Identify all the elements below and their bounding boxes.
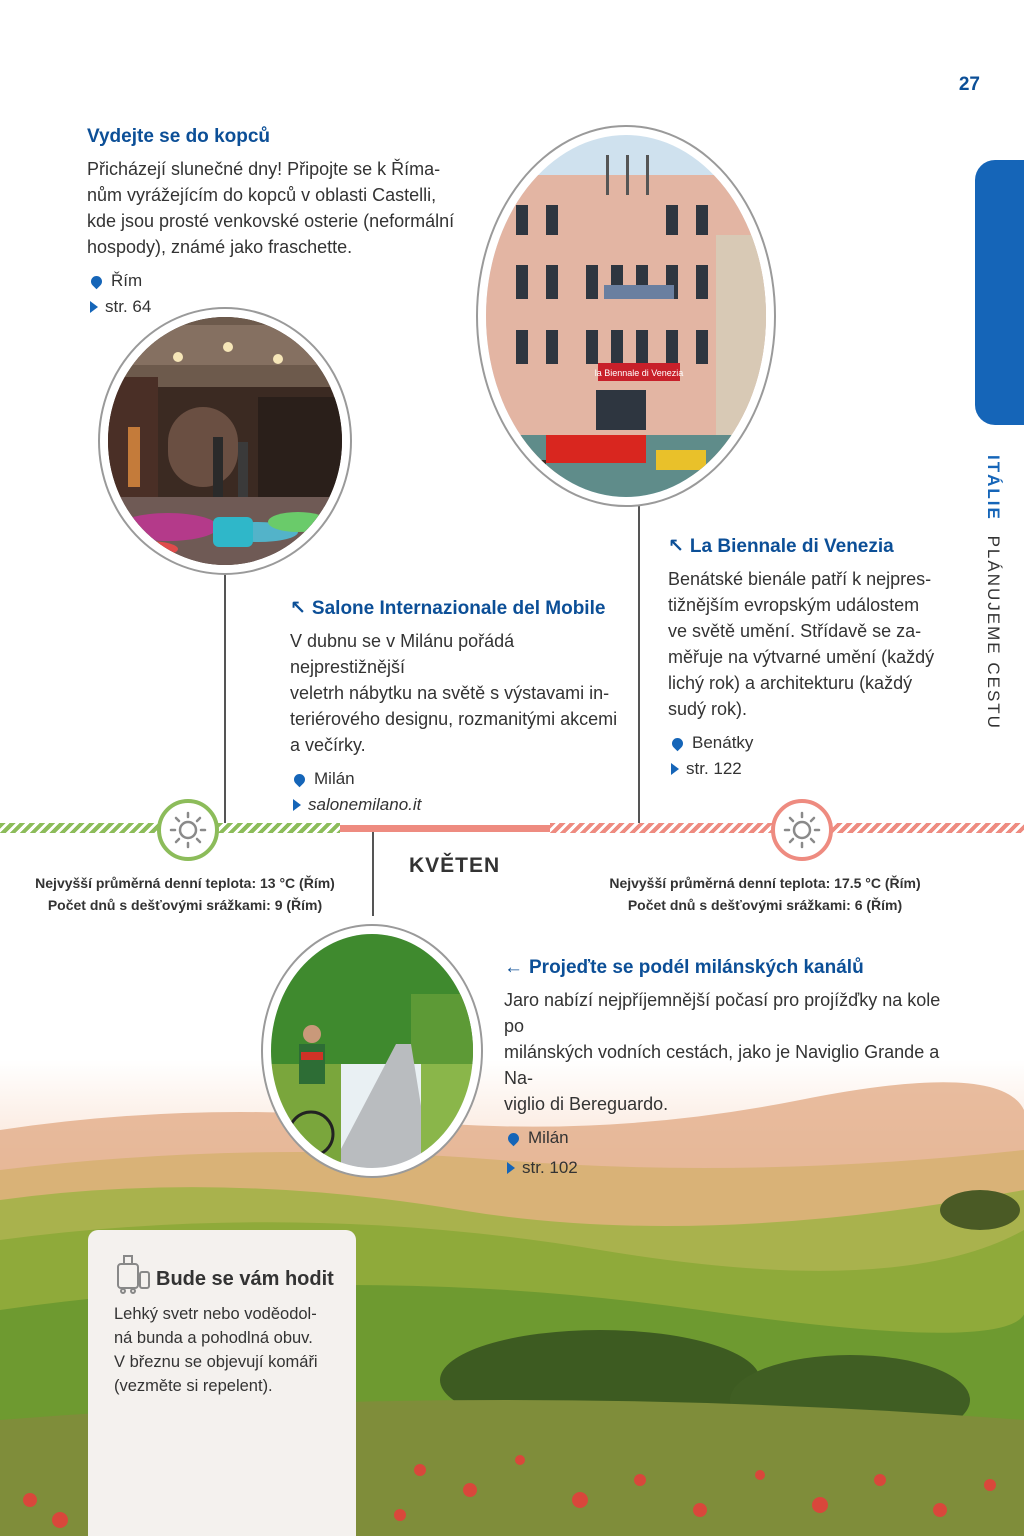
page-ref-icon [507, 1162, 515, 1174]
biennale-page-ref[interactable]: str. 122 [686, 759, 742, 778]
arrow-left-icon: ← [504, 957, 523, 978]
april-temperature: Nejvyšší průměrná denní teplota: 13 °C (Řím) [35, 875, 335, 891]
salone-entry [290, 598, 630, 818]
april-rain-days: Počet dnů s dešťovými srážkami: 9 (Řím) [47, 897, 323, 913]
may-temperature: Nejvyšší průměrná denní teplota: 17.5 °C (Řím) [609, 875, 921, 891]
may-weather [600, 872, 930, 916]
biennale-location: Benátky [692, 733, 754, 752]
sun-icon-may [771, 799, 833, 861]
chapter-tab [975, 160, 1024, 425]
page-ref-icon [293, 799, 301, 811]
canals-title: ← Projeďte se podél milánských kanálů [504, 957, 864, 978]
furniture-fair-image [108, 317, 342, 565]
salone-photo [98, 307, 352, 575]
hills-location: Řím [111, 271, 143, 290]
chapter-label [973, 455, 1003, 755]
venice-palace-image [486, 135, 766, 497]
hills-entry [87, 126, 467, 320]
page-ref-icon [90, 301, 98, 313]
april-weather [20, 872, 350, 916]
tip-title: Bude se vám hodit [156, 1268, 334, 1290]
may-rain-days: Počet dnů s dešťovými srážkami: 6 (Řím) [627, 897, 903, 913]
biennale-sign: la Biennale di Venezia [594, 368, 684, 378]
page-number: 27 [958, 74, 980, 95]
biennale-entry [668, 536, 948, 782]
biennale-connector [638, 500, 640, 826]
chapter-country: ITÁLIE [984, 455, 1003, 521]
canals-text: Jaro nabízí nejpříjemnější počasí pro projížďky na kole po milánských vodních cestách, jako je Naviglio Grande a Na- viglio di Bereguardo. [504, 990, 941, 1114]
cyclist-photo [261, 924, 483, 1178]
hills-title: Vydejte se do kopců [87, 126, 271, 147]
hills-text: Přicházejí slunečné dny! Připojte se k Říma- nům vyrážejícím do kopců v oblasti Castelli, kde jsou prosté venkovské osterie (neformální hospody), známé jako fraschette. [87, 159, 455, 257]
location-pin-icon [89, 273, 105, 289]
biennale-title: ↖ La Biennale di Venezia [668, 536, 894, 557]
canals-page-ref[interactable]: str. 102 [522, 1158, 578, 1177]
luggage-icon [114, 1250, 152, 1294]
biennale-text: Benátské bienále patří k nejpres- tižnějším evropským událostem ve světě umění. Střídavě se za- měřuje na výtvarné umění (každý lichý rok) a architekturu (každý sudý rok). [668, 569, 935, 719]
arrow-up-left-icon: ↖ [290, 598, 306, 619]
salone-connector [224, 570, 226, 826]
tip-text: Lehký svetr nebo voděodol- ná bunda a pohodlná obuv. V březnu se objevují komáři (vezměte si repelent). [114, 1305, 318, 1395]
cyclist-image [271, 934, 473, 1168]
location-pin-icon [292, 771, 308, 787]
month-label: KVĚTEN [409, 854, 501, 877]
canals-location: Milán [528, 1128, 569, 1147]
chapter-section: PLÁNUJEME CESTU [984, 535, 1003, 730]
packing-tip-box [88, 1230, 356, 1536]
canals-entry [504, 957, 964, 1181]
biennale-photo [476, 125, 776, 507]
salone-location: Milán [314, 769, 355, 788]
page-ref-icon [671, 763, 679, 775]
salone-website-link[interactable]: salonemilano.it [308, 795, 422, 814]
salone-title: ↖ Salone Internazionale del Mobile [290, 598, 606, 619]
location-pin-icon [670, 735, 686, 751]
timeline-may-start [340, 825, 550, 832]
location-pin-icon [506, 1130, 522, 1146]
salone-text: V dubnu se v Milánu pořádá nejprestižnější veletrh nábytku na světě s výstavami in- teriérového designu, rozmanitými akcemi a večírky. [290, 631, 618, 755]
arrow-up-left-icon: ↖ [668, 536, 684, 557]
hills-page-ref[interactable]: str. 64 [105, 297, 152, 316]
canals-connector [372, 828, 374, 916]
sun-icon-april [157, 799, 219, 861]
